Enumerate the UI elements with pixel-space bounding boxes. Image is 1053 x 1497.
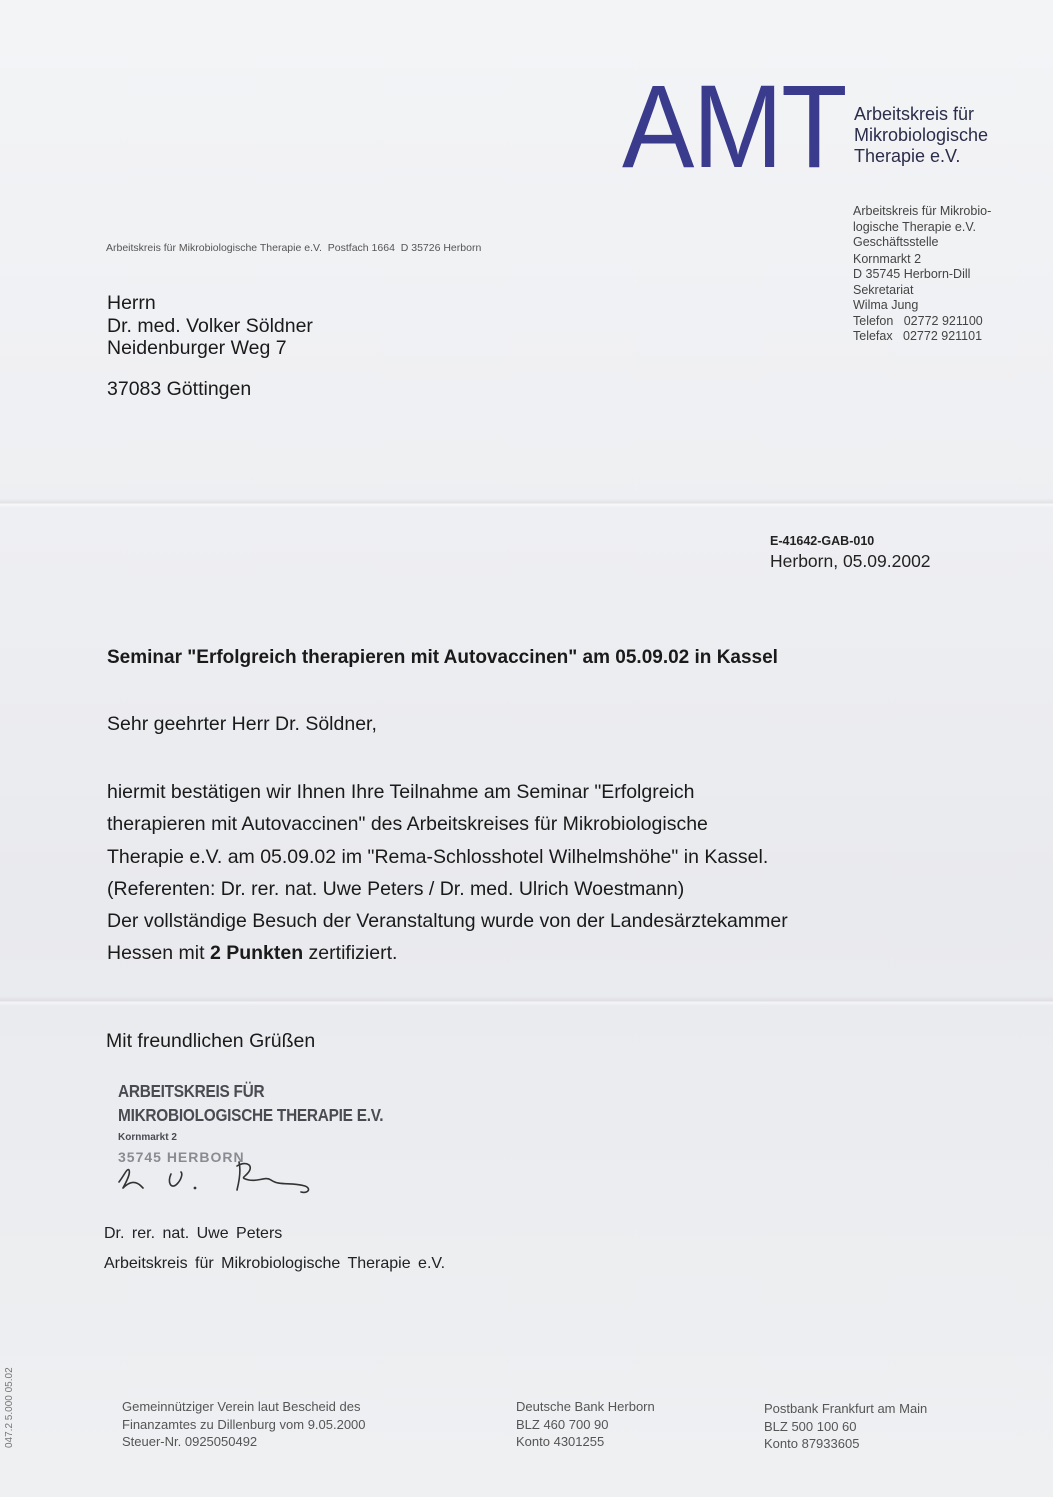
footer-tax-info bbox=[122, 1398, 366, 1451]
body-text: Hessen mit bbox=[107, 942, 210, 965]
recipient-city: 37083 Göttingen bbox=[107, 378, 252, 400]
org-contact-block bbox=[853, 204, 991, 345]
print-code: 047.2 5.000 05.02 bbox=[4, 1367, 15, 1448]
fold-line bbox=[0, 498, 1053, 508]
greeting: Sehr geehrter Herr Dr. Söldner, bbox=[107, 713, 377, 735]
body-line: Der vollständige Besuch der Veranstaltung wurde von der Landesärztekammer bbox=[107, 910, 788, 933]
logo-subtitle bbox=[854, 104, 988, 167]
handwritten-signature bbox=[115, 1152, 315, 1200]
footer-bank-postbank bbox=[764, 1400, 927, 1453]
footer-line: Gemeinnütziger Verein laut Bescheid des bbox=[122, 1399, 361, 1414]
body-line: Therapie e.V. am 05.09.02 im "Rema-Schlosshotel Wilhelmshöhe" in Kassel. bbox=[107, 845, 769, 868]
stamp-line: ARBEITSKREIS FÜR bbox=[118, 1081, 265, 1101]
footer-line: Deutsche Bank Herborn bbox=[516, 1399, 655, 1414]
sender-return-line: Arbeitskreis für Mikrobiologische Therapie e.V. Postfach 1664 D 35726 Herborn bbox=[106, 242, 482, 254]
closing-phrase: Mit freundlichen Grüßen bbox=[106, 1030, 316, 1052]
footer-bank-deutsche bbox=[516, 1398, 655, 1451]
fold-line bbox=[0, 996, 1053, 1006]
contact-line: Arbeitskreis für Mikrobio- bbox=[853, 204, 992, 218]
credit-points: 2 Punkten bbox=[209, 942, 304, 965]
body-line: (Referenten: Dr. rer. nat. Uwe Peters / Dr. med. Ulrich Woestmann) bbox=[107, 877, 685, 900]
footer-line: Konto 87933605 bbox=[764, 1436, 860, 1451]
footer-line: Postbank Frankfurt am Main bbox=[764, 1401, 928, 1416]
contact-line: logische Therapie e.V. bbox=[853, 219, 977, 234]
body-line: therapieren mit Autovaccinen" des Arbeitskreises für Mikrobiologische bbox=[107, 813, 708, 836]
stamp-line: 35745 HERBORN bbox=[118, 1149, 245, 1165]
footer-line: Konto 4301255 bbox=[516, 1434, 605, 1449]
stamp-line: Kornmarkt 2 bbox=[118, 1132, 177, 1143]
recipient-street: Neidenburger Weg 7 bbox=[107, 337, 287, 359]
contact-line: Wilma Jung bbox=[853, 298, 919, 312]
footer-line: Steuer-Nr. 0925050492 bbox=[122, 1434, 258, 1449]
letter-date: Herborn, 05.09.2002 bbox=[770, 551, 931, 571]
recipient-address bbox=[107, 292, 313, 360]
contact-line: Kornmarkt 2 bbox=[853, 251, 922, 266]
recipient-name: Dr. med. Volker Söldner bbox=[107, 314, 313, 337]
logo-subtitle-line: Mikrobiologische bbox=[854, 125, 989, 145]
contact-line: Geschäftsstelle bbox=[853, 235, 939, 249]
body-line: hiermit bestätigen wir Ihnen Ihre Teilnahme am Seminar "Erfolgreich bbox=[107, 781, 695, 803]
contact-fax: Telefax 02772 921101 bbox=[853, 329, 983, 343]
letter-subject: Seminar "Erfolgreich therapieren mit Autovaccinen" am 05.09.02 in Kassel bbox=[107, 647, 778, 668]
recipient-salutation: Herrn bbox=[107, 292, 156, 314]
logo-subtitle-line: Arbeitskreis für bbox=[854, 104, 975, 124]
contact-line: D 35745 Herborn-Dill bbox=[853, 267, 971, 281]
body-text: zertifiziert. bbox=[303, 942, 398, 965]
contact-phone: Telefon 02772 921100 bbox=[853, 313, 983, 328]
contact-line: Sekretariat bbox=[853, 282, 914, 297]
logo-subtitle-line: Therapie e.V. bbox=[854, 146, 961, 166]
footer-line: Finanzamtes zu Dillenburg vom 9.05.2000 bbox=[122, 1416, 366, 1432]
signer-organization: Arbeitskreis für Mikrobiologische Therapie e.V. bbox=[104, 1255, 446, 1272]
footer-line: BLZ 460 700 90 bbox=[516, 1416, 609, 1432]
stamp-line: MIKROBIOLOGISCHE THERAPIE E.V. bbox=[118, 1105, 384, 1125]
amt-logo: AMT bbox=[622, 61, 846, 193]
body-line bbox=[107, 937, 788, 969]
signer-name: Dr. rer. nat. Uwe Peters bbox=[104, 1225, 283, 1242]
letter-body bbox=[107, 776, 788, 970]
reference-number: E-41642-GAB-010 bbox=[770, 534, 875, 548]
footer-line: BLZ 500 100 60 bbox=[764, 1418, 857, 1434]
